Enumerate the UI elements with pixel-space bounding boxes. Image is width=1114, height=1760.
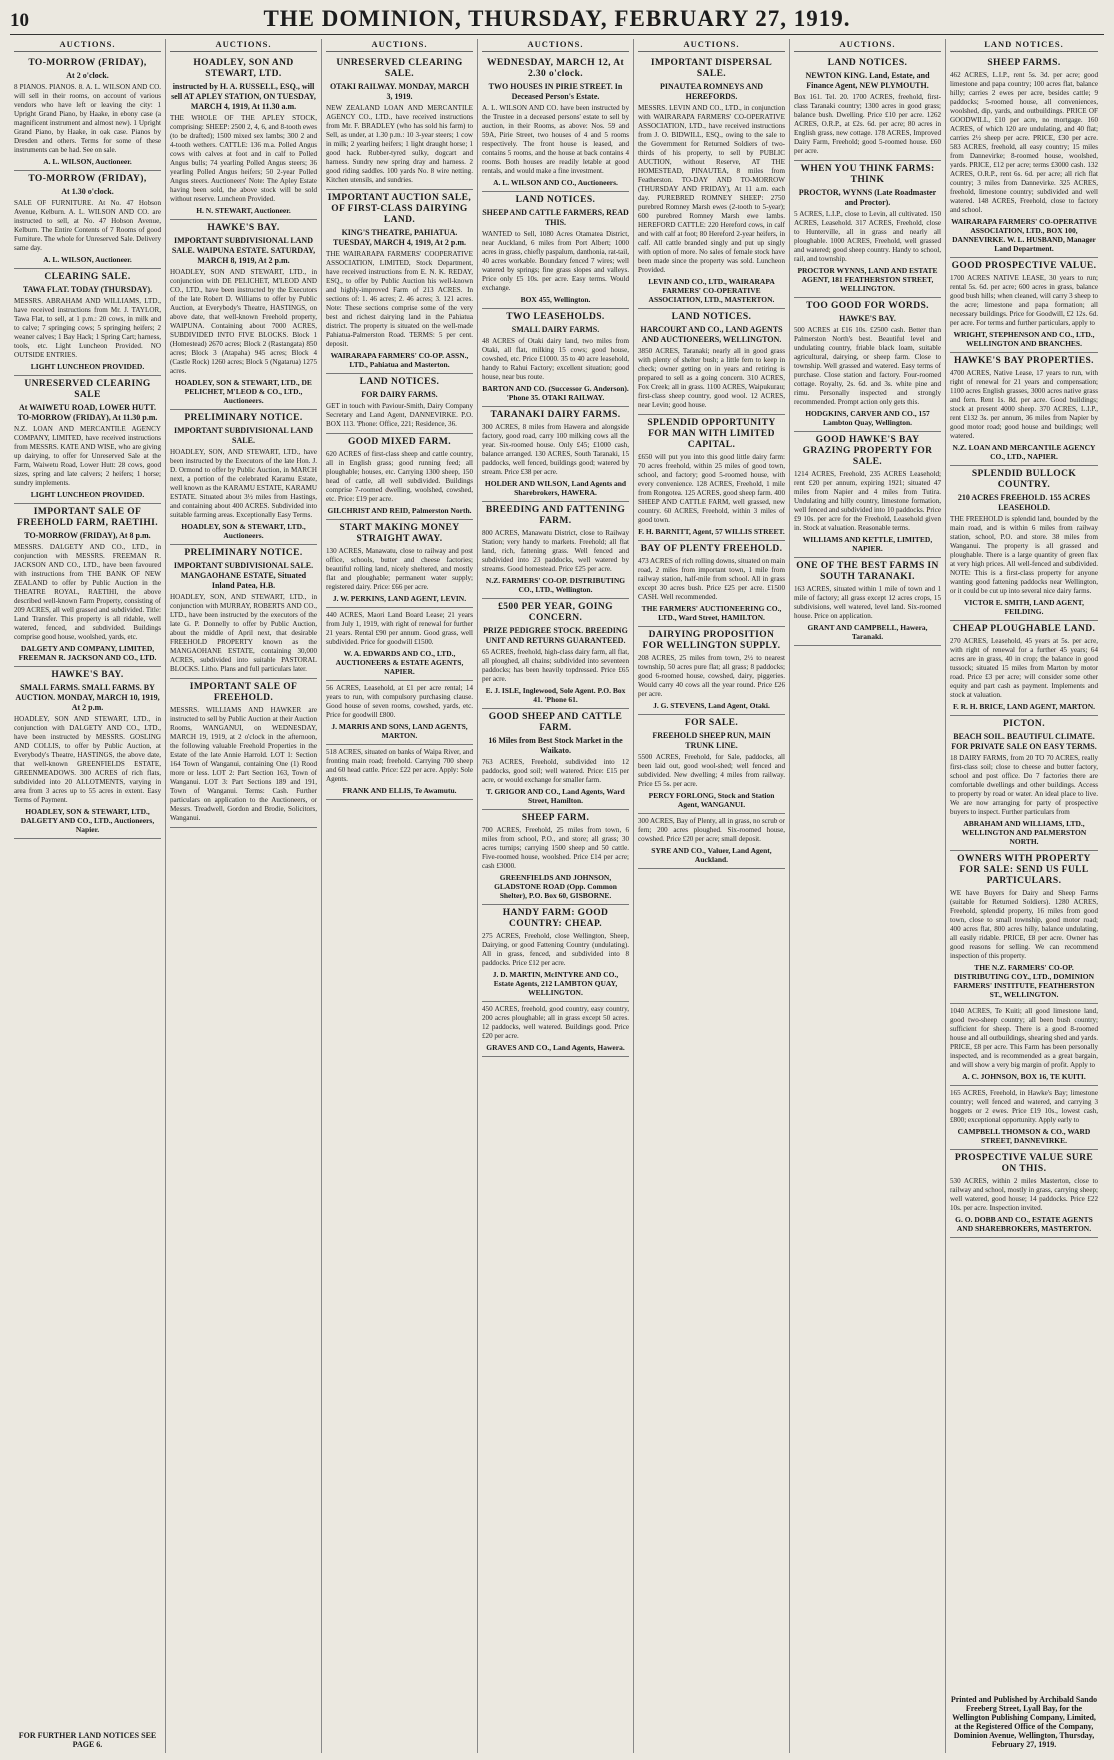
ad-title: GOOD SHEEP AND CATTLE FARM. [488, 712, 623, 733]
advertisement [794, 558, 941, 646]
ad-title: CLEARING SALE. [44, 272, 131, 282]
ad-body: GET in touch with Paviour-Smith, Dairy Company Secretary and Land Agent, DANNEVIRKE. P.O. BOX 113. 'Phone: Office, 221; Residence, 36. [326, 402, 473, 428]
ad-body: 130 ACRES, Manawatu, close to railway and post office, schools, butter and cheese factories; beautiful rolling land, nicely sheltered, and mostly flat and ploughable; permanent water supply; registered dairy. Price: £66 per acre. [326, 547, 473, 591]
ad-signature: F. H. BARNITT, Agent, 57 WILLIS STREET. [638, 527, 785, 536]
ad-body: 65 ACRES, freehold, high-class dairy farm, all flat, all ploughed, all chains; subdivided into seventeen paddocks; has been heavily topdressed. Price £65 per acre. [482, 648, 629, 683]
ad-subtitle: 16 Miles from Best Stock Market in the Waikato. [488, 736, 623, 755]
advertisement [638, 627, 785, 715]
ad-signature: HOADLEY, SON & STEWART, LTD., DE PELICHET, M'LEOD & CO., LTD., Auctioneers. [175, 378, 312, 405]
ad-signature: WAIRARAPA FARMERS' CO-OP. ASSN., LTD., Pahiatua and Masterton. [330, 351, 469, 369]
ad-title: START MAKING MONEY STRAIGHT AWAY. [339, 523, 460, 544]
ad-subtitle: PROCTOR, WYNNS (Late Roadmaster and Proctor). [798, 188, 937, 207]
ad-title: WHEN YOU THINK FARMS: THINK [800, 164, 935, 185]
ad-subtitle: PINAUTEA ROMNEYS AND HEREFORDS. [659, 82, 764, 101]
advertisement [482, 709, 629, 810]
ad-title: PRELIMINARY NOTICE. [184, 413, 303, 423]
column-land-notices [946, 39, 1102, 1753]
ad-body: 3850 ACRES, Taranaki; nearly all in good grass with plenty of shelter bush; a little fern to keep in check; owner getting on in years and retiring is prepared to sell as a going concern. 310 ACRES, Fox Creek; all in grass. 1100 ACRES, Waipukurau; first-class sheep country, good wool. 12 ACRES, near Levin; good house. [638, 347, 785, 409]
ad-signature: E. J. ISLE, Inglewood, Sole Agent. P.O. Box 41. 'Phone 61. [485, 686, 626, 704]
ad-subtitle: BEACH SOIL. BEAUTIFUL CLIMATE. FOR PRIVATE SALE ON EASY TERMS. [951, 732, 1097, 751]
ad-title: IMPORTANT SALE OF FREEHOLD. [189, 682, 298, 703]
ad-title: HOADLEY, SON AND STEWART, LTD. [193, 58, 294, 79]
ad-signature: LEVIN AND CO., LTD., WAIRARAPA FARMERS' CO-OPERATIVE ASSOCIATION, LTD., MASTERTON. [648, 277, 775, 304]
column-heading: AUCTIONS. [482, 39, 629, 52]
ad-title: TO-MORROW (FRIDAY), [28, 174, 147, 184]
advertisement [794, 298, 941, 432]
ad-subtitle: IMPORTANT SUBDIVISIONAL SALE. MANGAOHANE ESTATE, Situated Inland Patea, H.B. [173, 561, 314, 590]
advertisement [638, 814, 785, 869]
ad-title: FOR SALE. [684, 718, 739, 728]
ad-subtitle: 210 ACRES FREEHOLD. 155 ACRES LEASEHOLD. [957, 493, 1091, 512]
advertisement [482, 905, 629, 1002]
ad-title: SPLENDID OPPORTUNITY FOR MAN WITH LIMITED CAPITAL. [647, 418, 776, 450]
ad-title: UNRESERVED CLEARING SALE. [336, 58, 463, 79]
see-page-note: FOR FURTHER LAND NOTICES SEE PAGE 6. [18, 1731, 157, 1749]
advertisement [326, 434, 473, 520]
ad-signature: VICTOR E. SMITH, LAND AGENT, FEILDING. [964, 598, 1084, 616]
ad-body: Box 161. Tel. 20. 1700 ACRES, freehold, first-class Taranaki country; 1300 acres in good grass; balance bush. Dwelling. Price £10 per acre. 1262 ACRES, O.R.P., at £2s. 6d. per acre; 80 acres in English grass, new cottage. 178 ACRES, Improved Dairy Farm, Freehold; good 5-roomed house. £60 per acre. [794, 93, 941, 155]
ad-body: 763 ACRES, Freehold, subdivided into 12 paddocks, good soil; well watered. Price: £15 per acre, or would exchange for smaller farm. [482, 758, 629, 784]
advertisement [326, 520, 473, 608]
ad-signature: GREENFIELDS AND JOHNSON, GLADSTONE ROAD (Opp. Common Shelter), P.O. Box 60, GISBORNE. [494, 873, 617, 900]
ad-body: 300 ACRES, Bay of Plenty, all in grass, no scrub or fern; 200 acres ploughed. Six-roomed house, cowshed. Price £20 per acre; small deposit. [638, 817, 785, 843]
advertisement [638, 55, 785, 309]
ad-title: LAND NOTICES. [827, 58, 908, 68]
advertisement [14, 376, 161, 504]
ad-title: HAWKE'S BAY. [207, 223, 280, 233]
column-heading: AUCTIONS. [326, 39, 473, 52]
ad-signature: FRANK AND ELLIS, Te Awamutu. [342, 786, 457, 795]
ad-subtitle: TO-MORROW (FRIDAY), At 8 p.m. [24, 531, 151, 540]
ad-signature: T. GRIGOR AND CO., Land Agents, Ward Street, Hamilton. [486, 787, 625, 805]
ad-signature: LIGHT LUNCHEON PROVIDED. [30, 490, 145, 499]
ad-title: PROSPECTIVE VALUE SURE ON THIS. [954, 1153, 1094, 1174]
advertisement [326, 608, 473, 681]
advertisement [794, 55, 941, 161]
ad-subtitle: TWO HOUSES IN PIRIE STREET. In Deceased Person's Estate. [488, 82, 623, 101]
ad-body: 800 ACRES, Manawatu District, close to Railway Station; very handy to markets. Freehold; all flat land, rich, fattening grass. Well fenced and subdivided into 23 paddocks, well watered by streams. Good homestead. Price £25 per acre. [482, 529, 629, 573]
newspaper-title: THE DOMINION, THURSDAY, FEBRUARY 27, 1919. [263, 6, 851, 31]
ad-signature: THE N.Z. FARMERS' CO-OP. DISTRIBUTING COY., LTD., DOMINION FARMERS' INSTITUTE, FEATHERSTON ST., WELLINGTON. [953, 963, 1095, 999]
ad-title: LAND NOTICES. [671, 312, 752, 322]
ad-signature: GRAVES AND CO., Land Agents, Hawera. [486, 1043, 625, 1052]
ad-title: IMPORTANT DISPERSAL SALE. [650, 58, 773, 79]
ad-body: WANTED to Sell, 1080 Acres Otamatea District, near Auckland, 6 miles from Port Albert; 1000 acres in grass, chiefly paspalum, danthonia, rat-tail, 40 acres workable. Boundary fenced 7 wires; well watered by springs; fine grass slopes and valleys. Price only £5 10s. per acre. Easy terms. Would exchange. [482, 230, 629, 292]
ad-subtitle: NEWTON KING. Land, Estate, and Finance Agent, NEW PLYMOUTH. [805, 71, 930, 90]
ad-subtitle: HAWKE'S BAY. [839, 314, 896, 323]
column-heading: AUCTIONS. [170, 39, 317, 52]
advertisement [326, 374, 473, 434]
advertisement [638, 715, 785, 814]
ad-signature: HOADLEY, SON & STEWART, LTD., DALGETY AND CO., LTD., Auctioneers, Napier. [20, 807, 155, 834]
advertisement [482, 55, 629, 192]
ad-signature: A. L. WILSON AND CO., Auctioneers. [493, 178, 618, 187]
ad-subtitle: SMALL DAIRY FARMS. [511, 325, 600, 334]
ad-body: MESSRS. DALGETY AND CO., LTD., in conjunction with MESSRS. FREEMAN R. JACKSON AND CO., LTD., have been favoured with instructions from THE BANK OF NEW ZEALAND to offer by Public Auction in the THEATRE ROYAL, RAETIHI, the above described well-known Farm Property, consisting of 209 ACRES, all well grassed and subdivided. Title: Land Transfer. This property is all ridable, well watered, fenced, and subdivided. Buildings comprise good house, woolshed, yards, etc. [14, 543, 161, 641]
advertisement [326, 745, 473, 800]
advertisement [170, 679, 317, 828]
page-number: 10 [10, 10, 29, 31]
column-heading: AUCTIONS. [638, 39, 785, 52]
ad-title: HANDY FARM: GOOD COUNTRY: CHEAP. [502, 908, 609, 929]
advertisement [794, 432, 941, 558]
ad-title: GOOD PROSPECTIVE VALUE. [951, 261, 1097, 271]
column-3 [322, 39, 478, 1753]
ad-signature: ABRAHAM AND WILLIAMS, LTD., WELLINGTON AND PALMERSTON NORTH. [961, 819, 1087, 846]
ad-signature: PROCTOR WYNNS, LAND AND ESTATE AGENT, 181 FEATHERSTON STREET, WELLINGTON. [797, 266, 938, 293]
ad-subtitle: PRIZE PEDIGREE STOCK. BREEDING UNIT AND RETURNS GUARANTEED. [483, 626, 628, 645]
ad-body: MESSRS. WILLIAMS AND HAWKER are instructed to sell by Public Auction at their Auction Rooms, WANGANUI, on WEDNESDAY, MARCH 19, 1919, at 2 o'clock in the afternoon, the following valuable Freehold Properties in the Estate of the late Annie Harrold. LOT 1: Section 164 Town of Wanganui, containing One (1) Rood more or less. LOT 2: Part Section 163, Town of Wanganui. LOT 3: Part Sections 189 and 191, Town of Wanganui. Terms: Cash. Further particulars on application to the Auctioneers, or Messrs. Treadwell, Gordon and Brodie, Solicitors, Wanganui. [170, 706, 317, 822]
ad-title: PICTON. [1003, 719, 1045, 729]
ad-body: HOADLEY, SON AND STEWART, LTD., in conjunction with DE PELICHET, M'LEOD AND CO., LTD., have been instructed by the Executors of the late Robert D. Williams to offer by Public Auction, at Everybody's Theatre, HASTINGS, on above date, that well-known Freehold property, WAIPUNA. Containing about 7000 ACRES, SUBDIVIDED INTO FIVE BLOCKS. Block 1 (Homestead) 2670 acres; Block 2 (Rastangata) 850 acres; Block 3 (Atapaha) 945 acres; Block 4 (Castle Rock) 1260 acres; Block 5 (Ngatarua) 1275 acres. [170, 268, 317, 375]
advertisement [326, 681, 473, 745]
ad-title: TARANAKI DAIRY FARMS. [490, 410, 621, 420]
imprint: Printed and Published by Archibald Sando Freeberg Street, Lyall Bay, for the Wellington Publishing Company, Limited, at the Registered Office of the Company, Dominion Avenue, Wellington, Thursday, February 27, 1919. [950, 1695, 1098, 1749]
ad-signature: GRANT AND CAMPBELL, Hawera, Taranaki. [807, 623, 928, 641]
ad-title: GOOD MIXED FARM. [347, 437, 452, 447]
ad-body: 8 PIANOS. PIANOS. 8. A. L. WILSON AND CO. will sell in their rooms, on account of various vendors who have left or leaving the city: 1 Upright Grand Piano, by Haake, in ebony case (a magnificent instrument and almost new). 1 Upright Grand Piano, by Haake, in oak case. Pianos by Dresden and others. Terms for some of these instruments can be had. See on sale. [14, 83, 161, 154]
advertisement [14, 504, 161, 667]
ad-signature: BOX 455, Wellington. [520, 295, 591, 304]
ad-signature: HODGKINS, CARVER AND CO., 157 Lambton Quay, Wellington. [805, 409, 930, 427]
column-4 [478, 39, 634, 1753]
ad-body: 56 ACRES, Leasehold, at £1 per acre rental; 14 years to run, with compulsory purchasing clause. Good house of seven rooms, cowshed, yards, etc. Price for goodwill £800. [326, 684, 473, 719]
advertisement [482, 407, 629, 502]
advertisement [950, 851, 1098, 1004]
ad-signature: WILLIAMS AND KETTLE, LIMITED, NAPIER. [802, 535, 933, 553]
advertisement [14, 269, 161, 376]
columns-container [10, 39, 1104, 1753]
ad-subtitle: FOR DAIRY FARMS. [361, 390, 438, 399]
column-heading: LAND NOTICES. [950, 39, 1098, 52]
advertisement [950, 466, 1098, 621]
ad-body: 440 ACRES, Maori Land Board Lease; 21 years from July 1, 1919, with right of renewal for further 21 years. Rental £90 per annum. Good grass, well subdivided. Price for goodwill £1500. [326, 611, 473, 646]
advertisement [950, 258, 1098, 353]
ad-subtitle: HARCOURT AND CO., LAND AGENTS AND AUCTIONEERS, WELLINGTON. [640, 325, 783, 344]
ad-title: SPLENDID BULLOCK COUNTRY. [971, 469, 1077, 490]
ad-title: WEDNESDAY, MARCH 12, At 2.30 o'clock. [486, 58, 625, 79]
ad-body: 500 ACRES at £16 10s. £2500 cash. Better than Palmerston North's best. Beautiful level and undulating country, friable black loam, suitable agricultural, dairying, or sheep farm. Close to township. Well grassed and watered. Easy terms of purchase. Close station and factory. Four-roomed cottage. Royalty, 2s. 6d. and 3s. white pine and rimu. Personally inspected and strongly recommended. Prompt action only gets this. [794, 326, 941, 406]
ad-body: THE WHOLE OF THE APLEY STOCK, comprising: SHEEP: 2500 2, 4, 6, and 8-tooth ewes (to be drafted); 1500 mixed sex lambs; 300 2 and 4-tooth wethers. CATTLE: 136 m.a. Polled Angus cows with calves at foot and in calf to Polled Angus bulls; 74 yearling Polled Angus steers; 36 yearling Polled Angus heifers; 50 2-year Polled Angus steers. Auctioneers' Note: The Apley Estate having been sold, the above stock will be sold without reserve. Luncheon Provided. [170, 114, 317, 203]
column-2 [166, 39, 322, 1753]
ad-body: 275 ACRES, Freehold, close Wellington, Sheep, Dairying, or good Fattening Country (undulating). All in grass, fenced, and subdivided into 8 paddocks. Price £12 per acre. [482, 932, 629, 967]
ad-title: TWO LEASEHOLDS. [506, 312, 605, 322]
ad-body: 48 ACRES of Otaki dairy land, two miles from Otaki, all flat, milking 15 cows; good house, cowshed, etc. Price £1000. 35 to 40 acre leasehold, handy to Rahui Factory; excellent situation; good house, near bus route. [482, 337, 629, 381]
ad-signature: DALGETY AND COMPANY, LIMITED, FREEMAN R. JACKSON AND CO., LTD. [18, 644, 157, 662]
ad-signature: PERCY FORLONG, Stock and Station Agent, WANGANUI. [648, 791, 775, 809]
ad-signature: THE FARMERS' AUCTIONEERING CO., LTD., Ward Street, HAMILTON. [641, 604, 782, 622]
ad-title: TO-MORROW (FRIDAY), [28, 58, 147, 68]
ad-signature: SYRE AND CO., Valuer, Land Agent, Auckland. [651, 846, 772, 864]
ad-signature: J. W. PERKINS, LAND AGENT, LEVIN. [332, 594, 467, 603]
advertisement [950, 55, 1098, 258]
ad-title: DAIRYING PROPOSITION FOR WELLINGTON SUPPLY. [642, 630, 781, 651]
ad-body: 165 ACRES, Freehold, in Hawke's Bay; limestone country; well fenced and watered, and carrying 3 hoggets or 2 ewes. Price £19 10s., lowest cash, £800; exceptional opportunity. Apply early to [950, 1089, 1098, 1124]
ad-body: 1040 ACRES, Te Kuiti; all good limestone land, good two-sheep country; all been bush country; sufficient for sheep. There is a good 8-roomed house and all outbuildings, shearing shed and yards. PRICE, £8 per acre. This Farm has been personally inspected, and is recommended as a great bargain, and will show a very big margin of profit. Apply to [950, 1007, 1098, 1069]
advertisement [482, 502, 629, 599]
advertisement [950, 716, 1098, 851]
ad-body: 4700 ACRES, Native Lease, 17 years to run, with right of renewal for 21 years and compensation; 1100 acres English grasses, 3000 acres native grass and fern. Rent 1s. 8d. per acre. Good buildings; stock at present 4000 sheep. 370 ACRES, L.I.P., rent £132 3s. per annum, 36 miles from Napier by good motor road; good house and buildings; well watered. [950, 369, 1098, 440]
advertisement [14, 667, 161, 839]
ad-body: £650 will put you into this good little dairy farm: 70 acres freehold, within 25 miles of good town, school, and factory; good 5-roomed house, with every convenience. 128 ACRES, Freehold, 1 mile from Rongotea. 125 ACRES, good sheep farm. 400 SHEEP AND CATTLE FARM, well grassed, new country. 60 ACRES, Freehold, within 3 miles of good town. [638, 453, 785, 524]
ad-body: 450 ACRES, freehold, good country, easy country, 200 acres ploughable; all in grass except 50 acres. 12 paddocks, well watered. Buildings good. Price £20 per acre. [482, 1005, 629, 1040]
ad-signature: G. O. DOBB AND CO., ESTATE AGENTS AND SHAREBROKERS, MASTERTON. [955, 1215, 1093, 1233]
ad-signature: A. C. JOHNSON, BOX 16, TE KUITI. [962, 1072, 1086, 1081]
ad-subtitle: IMPORTANT SUBDIVISIONAL LAND SALE. WAIPUNA ESTATE. SATURDAY, MARCH 8, 1919, At 2 p.m. [171, 236, 316, 265]
ad-body: THE FREEHOLD is splendid land, bounded by the main road, and is within 6 miles from railway station, school, P.O. and store. 38 miles from Wanganui. The property is all grassed and ploughable. There is a large quantity of green flax at very high prices. All well-fenced and subdivided. NOTE: This is a first-class property for anyone wanting good fattening paddocks near Wellington, or it could be cut up into several nice dairy farms. [950, 515, 1098, 595]
ad-title: CHEAP PLOUGHABLE LAND. [952, 624, 1096, 634]
ad-signature: A. L. WILSON, Auctioneer. [43, 157, 132, 166]
advertisement [170, 220, 317, 410]
advertisement [14, 171, 161, 269]
ad-body: 530 ACRES, within 2 miles Masterton, close to railway and school, mostly in grass, carrying sheep; well watered, good house; 14 paddocks. Price £22 10s. per acre. Inspection invited. [950, 1177, 1098, 1212]
ad-subtitle: At WAIWETU ROAD, LOWER HUTT. TO-MORROW (FRIDAY), At 11.30 p.m. [17, 403, 158, 422]
ad-body: HOADLEY, SON, AND STEWART, LTD., in conjunction with MURRAY, ROBERTS AND CO., LTD., have been instructed by the executors of the late G. P. Donnelly to offer by Public Auction, about the middle of April next, that desirable FREEHOLD PROPERTY known as the MANGAOHANE ESTATE, containing 30,000 ACRES, subdivided into suitable PASTORAL BLOCKS. Litho. Plans and full particulars later. [170, 593, 317, 673]
ad-title: UNRESERVED CLEARING SALE [24, 379, 151, 400]
ad-body: HOADLEY, SON AND STEWART, LTD., in conjunction with DALGETY AND CO., LTD., have been instructed by MESSRS. GOSLING AND COLLIS, to offer by Public Auction, at Everybody's Theatre, HASTINGS, the above date, that well-known GREENFIELDS ESTATE, GREENMEADOWS. 300 ACRES of rich flats, subdivided into 20 ALLOTMENTS, varying in area from 3 acres up to 55 acres in extent. Easy Terms of Payment. [14, 715, 161, 804]
ad-subtitle: instructed by H. A. RUSSELL, ESQ., will sell AT APLEY STATION, ON TUESDAY, MARCH 4, 1919, At 11.30 a.m. [171, 82, 316, 111]
advertisement [170, 545, 317, 679]
advertisement [482, 810, 629, 905]
ad-subtitle: SMALL FARMS. SMALL FARMS. BY AUCTION. MONDAY, MARCH 10, 1919, At 2 p.m. [15, 683, 160, 712]
ad-body: 300 ACRES, 8 miles from Hawera and alongside factory, good road, carry 100 milking cows all the year. Six-roomed house. Only £45; £1000 cash, balance arranged. 130 ACRES, South Taranaki, 15 paddocks, well fenced, buildings good; watered by stream. Price £38 per acre. [482, 423, 629, 476]
advertisement [794, 161, 941, 298]
ad-signature: N.Z. LOAN AND MERCANTILE AGENCY CO., LTD., NAPIER. [952, 443, 1096, 461]
advertisement [14, 55, 161, 171]
ad-body: SALE OF FURNITURE. At No. 47 Hobson Avenue, Kelburn. A. L. WILSON AND CO. are instructed to sell, at No. 47 Hobson Avenue, Kelburn. The Entire Contents of 7 Rooms of good Furniture. The whole for Unreserved Sale. Delivery same day. [14, 199, 161, 252]
ad-signature: J. G. STEVENS, Land Agent, Otaki. [653, 701, 770, 710]
ad-signature: WAIRARAPA FARMERS' CO-OPERATIVE ASSOCIATION, LTD., BOX 100, DANNEVIRKE. W. L. HUSBAND, Manager Land Department. [951, 217, 1097, 253]
ad-body: 1214 ACRES, Freehold, 235 ACRES Leasehold; rent £20 per annum, expiring 1921; situated 47 miles from Napier and 4 miles from Tutira. Undulating and hilly country, limestone formation, well fenced and subdivided into 10 paddocks. Price £9 10s. per acre for the Freehold, Leasehold given in. Stock at valuation. Reasonable terms. [794, 470, 941, 532]
ad-title: HAWKE'S BAY. [51, 670, 124, 680]
advertisement [482, 309, 629, 407]
ad-signature: N.Z. FARMERS' CO-OP. DISTRIBUTING CO., LTD., Wellington. [485, 576, 626, 594]
ad-title: PRELIMINARY NOTICE. [184, 548, 303, 558]
ad-signature: HOLDER AND WILSON, Land Agents and Sharebrokers, HAWERA. [484, 479, 627, 497]
column-5 [634, 39, 790, 1753]
ad-title: SHEEP FARMS. [987, 58, 1061, 68]
ad-title: LAND NOTICES. [359, 377, 440, 387]
advertisement [482, 1002, 629, 1057]
ad-subtitle: FREEHOLD SHEEP RUN, MAIN TRUNK LINE. [652, 731, 771, 750]
ad-title: TOO GOOD FOR WORDS. [806, 301, 929, 311]
ad-signature: F. R. H. BRICE, LAND AGENT, MARTON. [952, 702, 1096, 711]
ad-body: 473 ACRES of rich rolling downs, situated on main road, 2 miles from important town, 1 mile from railway station, half-mile from school. All in grass except 30 acres bush. Price £25 per acre. £1500 CASH. Well recommended. [638, 557, 785, 601]
ad-body: 18 DAIRY FARMS, from 20 TO 70 ACRES, really first-class soil; close to cheese and butter factory, school and post office. Do 7 factories there are comfortable dwellings and other buildings. Access to property by road or water. An ideal place to live. We are now arranging for party of prospective buyers to inspect. Further particulars from [950, 754, 1098, 816]
ad-body: HOADLEY, SON, AND STEWART, LTD., have been instructed by the Executors of the late Hon. J. D. Ormond to offer by Public Auction, in MARCH next, a portion of the celebrated Karamu Estate, well known as the KARAMU ESTATE, KARAMU ESTATE. Situated about 3½ miles from Hastings, and containing about 400 ACRES. Subdivided into suitable farming areas. Exceptionally Easy Terms. [170, 448, 317, 519]
ad-body: THE WAIRARAPA FARMERS' COOPERATIVE ASSOCIATION, LIMITED, Stock Department, have received instructions from E. N. K. REDAY, ESQ., to offer by Public Auction his well-known and highly-improved Farm of 213 ACRES. In sections of: 1. 46 acres; 2. 46 acres; 3. 121 acres. Note: These sections comprise some of the very best and richest dairying land in the Pahiatua district. The property is situated on the well-made Pahiatua-Palmerston Road. TERMS: 5 per cent. deposit. [326, 250, 473, 348]
ad-body: MESSRS. LEVIN AND CO., LTD., in conjunction with WAIRARAPA FARMERS' CO-OPERATIVE ASSOCIATION, LTD., have received instructions from J. O. BIDWILL, ESQ., owing to the sale to the Government for Returned Soldiers of two-thirds of his property, to sell by PUBLIC AUCTION, without Reserve, AT THE HOMESTEAD, PINAUTEA, 8 miles from Featherston. TO-DAY AND TO-MORROW (THURSDAY AND FRIDAY), At 11 a.m. each day. PUREBRED ROMNEY SHEEP: 2750 purebred Romney Marsh ewes (2-tooth to 5-year); 600 purebred Romney Marsh ewe lambs. HEREFORD CATTLE: 220 Hereford cows, in calf and with calf at foot; 80 Hereford 2-year heifers, in calf. All cattle branded singly and put up singly with option of more. No sales of female stock have been made since the property was sold. Luncheon Provided. [638, 104, 785, 274]
ad-signature: H. N. STEWART, Auctioneer. [196, 206, 291, 215]
ad-signature: W. A. EDWARDS AND CO., LTD., AUCTIONEERS & ESTATE AGENTS, NAPIER. [335, 649, 464, 676]
ad-body: 5500 ACRES, Freehold, for Sale, paddocks, all been laid out, good wool-shed; well fenced and subdivided. New dwelling; 4 miles from railway. Price £5 5s. per acre. [638, 753, 785, 788]
ad-body: 1700 ACRES NATIVE LEASE, 30 years to run; rental 5s. 6d. per acre; 600 acres in grass, balance good bush hills; when cleaned, will carry 3 sheep to the acre; limestone and papa formation; all necessary buildings. Price for Goodwill, £2 12s. 6d. per acre. For terms and further particulars, apply to [950, 274, 1098, 327]
ad-signature: J. D. MARTIN, McINTYRE AND CO., Estate Agents, 212 LAMBTON QUAY, WELLINGTON. [492, 970, 619, 997]
advertisement [950, 621, 1098, 716]
advertisement [170, 55, 317, 220]
advertisement [482, 192, 629, 309]
ad-title: IMPORTANT SALE OF FREEHOLD FARM, RAETIHI. [17, 507, 158, 528]
ad-signature: GILCHRIST AND REID, Palmerston North. [327, 506, 472, 515]
ad-title: BAY OF PLENTY FREEHOLD. [640, 544, 783, 554]
ad-signature: BARTON AND CO. (Successor G. Anderson). 'Phone 35. OTAKI RAILWAY. [482, 384, 629, 402]
ad-title: LAND NOTICES. [515, 195, 596, 205]
ad-title: HAWKE'S BAY PROPERTIES. [954, 356, 1094, 366]
ad-body: MESSRS. ABRAHAM AND WILLIAMS, LTD., have received instructions from Mr. J. TAYLOR, Tawa Flat, to sell, at 1 p.m.: 20 cows, in milk and to calve; 7 springing cows; 5 springing heifers; 2 weaner calves; 1 Bay Hack; 1 Spring Cart; harness, tools, etc. Light Luncheon Provided. NO OUTSIDE ENTRIES. [14, 297, 161, 359]
advertisement [482, 599, 629, 709]
ad-body: 163 ACRES, situated within 1 mile of town and 1 mile of factory; all grass except 12 acres crops, 15 subdivisions, well watered, level land. Six-roomed house. Price on application. [794, 585, 941, 620]
ad-body: 518 ACRES, situated on banks of Waipa River, and fronting main road; freehold. Carrying 700 sheep and 60 head cattle. Price: £22 per acre. Apply: Sole Agents. [326, 748, 473, 783]
ad-body: 270 ACRES, Leasehold, 45 years at 5s. per acre, with right of renewal for a further 45 years; 64 acres are in grass, 40 in crop; the balance in good tussock; situated 15 miles from Marton by motor road. Price £3 per acre; will consider some other equity and part cash as payment. Implements and stock at valuation. [950, 637, 1098, 699]
ad-body: 700 ACRES, Freehold, 25 miles from town, 6 miles from school, P.O., and store; all grass; 30 acres turnips; carrying 1500 sheep and 50 cattle. Five-roomed house, woolshed. Price £14 per acre; cash £3000. [482, 826, 629, 870]
ad-title: ONE OF THE BEST FARMS IN SOUTH TARANAKI. [796, 561, 939, 582]
advertisement [638, 415, 785, 541]
ad-signature: WRIGHT, STEPHENSON AND CO., LTD., WELLINGTON AND BRANCHES. [953, 330, 1095, 348]
ad-body: N.Z. LOAN AND MERCANTILE AGENCY COMPANY, LIMITED, have received instructions from MESSRS. KATE AND WISE, who are giving up dairying, to offer for Unreserved Sale at the Farm, Waiwetu Road, Lower Hutt: 28 cows, good sizes, spring and late calvers; 2 heifers; 1 horse; sundry implements. [14, 425, 161, 487]
ad-body: A. L. WILSON AND CO. have been instructed by the Trustee in a deceased persons' estate to sell by auction, in their Rooms, as above: Nos. 59 and 59A, Pirie Street, two houses of 4 and 5 rooms respectively. The front house is leased, and contains 5 rooms, and the house at back contains 4 rooms. Both houses are readily letable at good rentals, and would make a fine investment. [482, 104, 629, 175]
ad-subtitle: At 2 o'clock. [66, 71, 109, 80]
column-1 [10, 39, 166, 1753]
advertisement [950, 1004, 1098, 1086]
ad-signature: CAMPBELL THOMSON & CO., WARD STREET, DANNEVIRKE. [957, 1127, 1091, 1145]
ad-subtitle: KING'S THEATRE, PAHIATUA. TUESDAY, MARCH 4, 1919, At 2 p.m. [333, 228, 466, 247]
column-heading: AUCTIONS. [14, 39, 161, 52]
ad-signature: J. MARRIS AND SONS, LAND AGENTS, MARTON. [331, 722, 468, 740]
ad-signature: A. L. WILSON, Auctioneer. [43, 255, 132, 264]
advertisement [950, 1150, 1098, 1238]
advertisement [950, 1086, 1098, 1150]
ad-body: NEW ZEALAND LOAN AND MERCANTILE AGENCY CO., LTD., have received instructions from Mr. F. BRADLEY (who has sold his farm) to Sell, as under, at 1.30 p.m.: 10 3-year steers; 1 cow in milk; 2 yearling heifers; 1 light draught horse; 1 good hack. Rubber-tyred sulky, dogcart and harness. Sundry new spring dray and harness. 2 good riding saddles. 100 yards No. 8 wire netting. Kitchen utensils, and sundries. [326, 104, 473, 184]
ad-title: £500 PER YEAR, GOING CONCERN. [498, 602, 613, 623]
ad-title: IMPORTANT AUCTION SALE, OF FIRST-CLASS DAIRYING LAND. [327, 193, 472, 225]
ad-subtitle: At 1.30 o'clock. [61, 187, 114, 196]
advertisement [170, 410, 317, 545]
advertisement [326, 190, 473, 374]
ad-body: 5 ACRES, L.I.P., close to Levin, all cultivated. 150 ACRES, Leasehold. 317 ACRES, Freehold, close to Hunterville, all in grass and nearly all ploughable. 1000 ACRES, Freehold, well grassed and watered; good sheep country. Handy to school, rail, and township. [794, 210, 941, 263]
ad-body: 462 ACRES, L.I.P., rent 5s. 3d. per acre; good limestone and papa country; 100 acres flat, balance hilly; carries 2 ewes per acre, besides cattle; 9 paddocks; 5-roomed house, all conveniences, woolshed, dip, yards, and outbuildings. PRICE OF GOODWILL, £10 per acre, no mortgage. 160 ACRES, of which 120 are undulating, and 40 flat; carries 2½ sheep per acre. PRICE, £30 per acre. 583 ACRES, freehold, all easy country; 15 miles from Dannevirke; 8-roomed house, woolshed, yards. PRICE, £12 per acre; terms £3000 cash. 132 ACRES, O.R.P., rent 6s. 6d. per acre; all rich flat country; 3 miles from Dannevirke. 325 ACRES, freehold, limestone country; subdivided and well watered. 148 ACRES, Freehold, close to factory and school. [950, 71, 1098, 214]
ad-body: 208 ACRES, 25 miles from town, 2½ to nearest township, 50 acres pure flat; all grass; 8 paddocks; good 6-roomed house, cowshed, dairy, piggeries. Would carry 40 cows all the year round. Price £26 per acre. [638, 654, 785, 698]
ad-subtitle: IMPORTANT SUBDIVISIONAL LAND SALE. [173, 426, 313, 445]
ad-title: BREEDING AND FATTENING FARM. [485, 505, 626, 526]
ad-title: OWNERS WITH PROPERTY FOR SALE: SEND US FULL PARTICULARS. [957, 854, 1091, 886]
advertisement [326, 55, 473, 190]
ad-title: SHEEP FARM. [521, 813, 590, 823]
ad-signature: HOADLEY, SON & STEWART, LTD., Auctioneers. [181, 522, 306, 540]
column-heading: AUCTIONS. [794, 39, 941, 52]
ad-body: WE have Buyers for Dairy and Sheep Farms (suitable for Returned Soldiers). 1280 ACRES, Freehold, splendid property, 16 miles from good town, close to small township, good motor road; 400 acres flat, 800 acres hilly, balance undulating, all easily ridable. PRICE, £8 per acre. Owner has good reasons for selling. We can recommend inspection of this property. [950, 889, 1098, 960]
ad-title: GOOD HAWKE'S BAY GRAZING PROPERTY FOR SALE. [802, 435, 933, 467]
ad-subtitle: SHEEP AND CATTLE FARMERS, READ THIS. [482, 208, 629, 227]
ad-subtitle: TAWA FLAT. TODAY (THURSDAY). [22, 285, 153, 294]
ad-body: 620 ACRES of first-class sheep and cattle country, all in English grass; good running feed; all ploughable; houses, etc. Carrying 1300 sheep, 150 head of cattle, all well subdivided. Buildings comprise 7-roomed dwelling, woolshed, cowshed, etc. Price: £19 per acre. [326, 450, 473, 503]
column-6 [790, 39, 946, 1753]
ad-signature: LIGHT LUNCHEON PROVIDED. [30, 362, 145, 371]
ad-subtitle: OTAKI RAILWAY. MONDAY, MARCH 3, 1919. [329, 82, 470, 101]
masthead [10, 6, 1104, 35]
advertisement [950, 353, 1098, 466]
advertisement [638, 309, 785, 415]
advertisement [638, 541, 785, 627]
